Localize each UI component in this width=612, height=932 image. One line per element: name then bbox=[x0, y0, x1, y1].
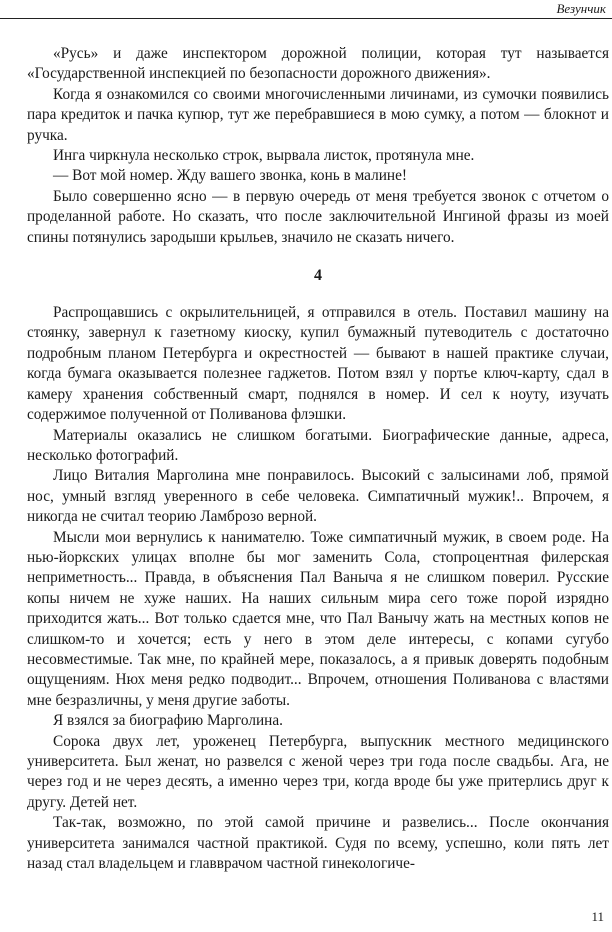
chapter-number: 4 bbox=[314, 267, 322, 285]
paragraph: Когда я ознакомился со своими многочисленными личинами, из сумочки появились пара кредиток и пачка купюр, тут же перебравшиеся в мою сумку, а потом — блокнот и ручка. bbox=[27, 85, 609, 144]
running-title: Везунчик bbox=[556, 1, 606, 16]
paragraph: «Русь» и даже инспектором дорожной полиции, которая тут называется «Государственной инспекцией по безопасности дорожного движения». bbox=[27, 45, 609, 83]
paragraph: Материалы оказались не слишком богатыми. Биографические данные, адреса, несколько фотографий. bbox=[27, 426, 609, 464]
paragraph: Я взялся за биографию Марголина. bbox=[53, 712, 283, 730]
paragraph: Мысли мои вернулись к нанимателю. Тоже симпатичный мужик, в своем роде. На нью-йоркских улицах вполне бы мог заменить Сола, стопроцентная филерская неприметность... Правда, в объяснения Пал Ваныча я не слишком поверил. Русские копы ничем не хуже наших. На наших сильным мира сего тоже порой изрядно приходится жать... Вот только сдается мне, что Пал Ванычу жать на местных копов не слишком-то и хочется; есть у него в этом деле интересы, с копами сугубо несовместимые. Так мне, по крайней мере, показалось, а я привык доверять подобным ощущениям. Нюх меня редко подводит... Впрочем, отношения Поливанова с властями мне безразличны, у меня другие заботы. bbox=[27, 528, 609, 709]
paragraph: Инга чиркнула несколько строк, вырвала листок, протянула мне. bbox=[53, 147, 475, 165]
page-number: 11 bbox=[591, 909, 604, 924]
paragraph: — Вот мой номер. Жду вашего звонка, конь в малине! bbox=[53, 167, 407, 185]
paragraph: Сорока двух лет, уроженец Петербурга, выпускник местного медицинского университета. Был женат, но развелся с женой через три года после свадьбы. Ага, не через год и не через десять, а именно через три, когда вроде бы уже притерлись друг к другу. Детей нет. bbox=[27, 732, 609, 811]
paragraph: Лицо Виталия Марголина мне понравилось. Высокий с залысинами лоб, прямой нос, умный взгляд уверенного в себе человека. Симпатичный мужик!.. Впрочем, я никогда не считал теорию Ламброзо верной. bbox=[27, 467, 609, 526]
paragraph: Распрощавшись с окрылительницей, я отправился в отель. Поставил машину на стоянку, завернул к газетному киоску, купил бумажный путеводитель с достаточно подробным планом Петербурга и окрестностей — бывают в нашей практике случаи, когда бумага оказывается полезнее гаджетов. Потом взял у портье ключ-карту, сдал в камеру хранения собственный смарт, поднялся в номер. И сел к ноуту, изучать содержимое полученной от Поливанова флэшки. bbox=[27, 304, 609, 424]
paragraph: Было совершенно ясно — в первую очередь от меня требуется звонок с отчетом о проделанной работе. Но сказать, что после заключительной Ингиной фразы из моей спины потянулись зародыши крыльев, значило не сказать ничего. bbox=[27, 187, 609, 246]
header-rule bbox=[0, 18, 612, 19]
page-body bbox=[27, 44, 609, 874]
paragraph: Так-так, возможно, по этой самой причине и развелись... После окончания университета занимался частной практикой. Судя по всему, успешно, коли пять лет назад стал владельцем и главврачом частной гинекологиче- bbox=[27, 814, 609, 873]
